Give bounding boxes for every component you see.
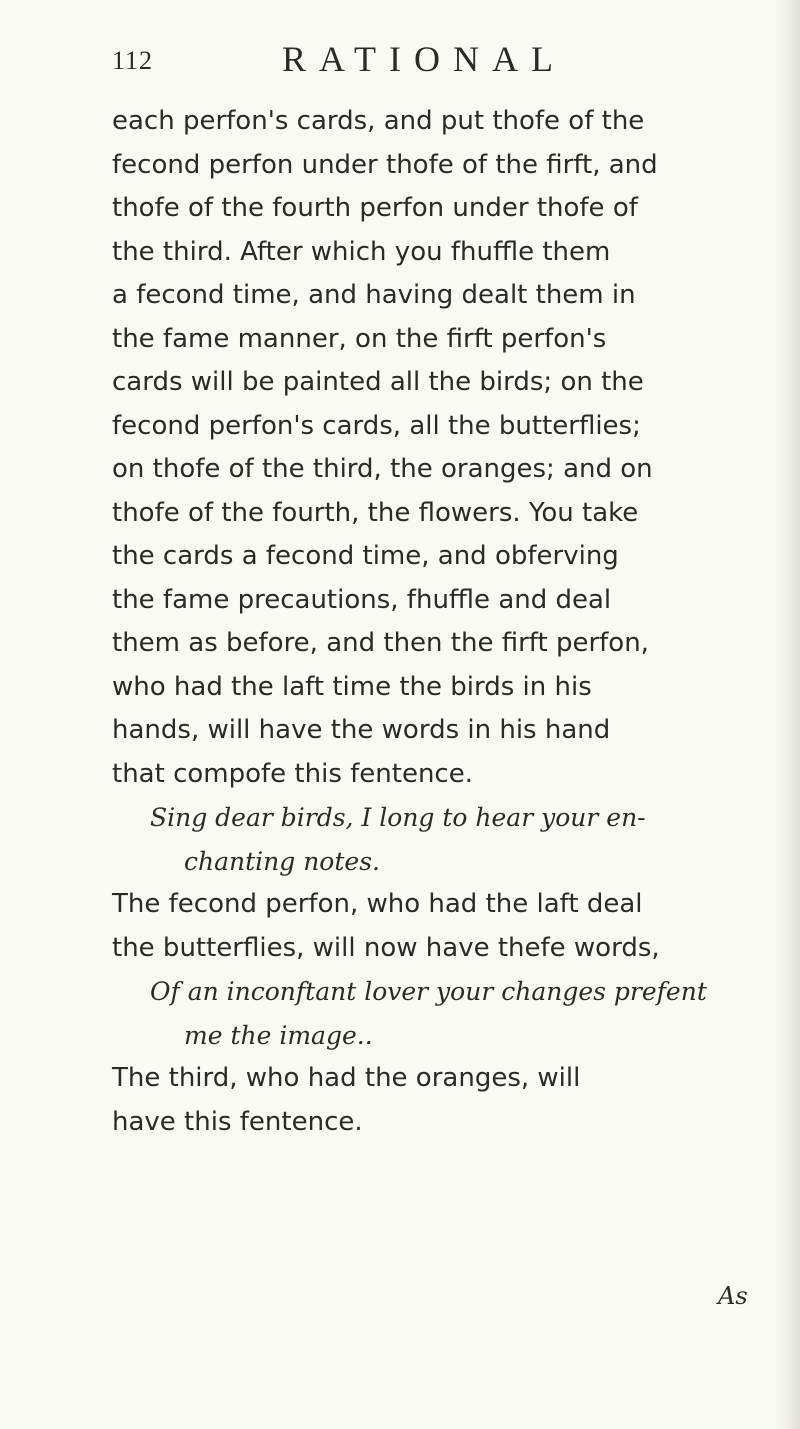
text-line: each perfon's cards, and put thofe of the	[112, 106, 645, 136]
page-header	[0, 38, 800, 78]
text-line: fecond perfon under thofe of the firft, and	[112, 149, 658, 180]
text-line: who had the laft time the birds in his	[112, 671, 592, 702]
body-text	[112, 100, 772, 1144]
quoted-sentence-line: chanting notes.	[184, 846, 380, 876]
text-line: the third. After which you fhuffle them	[112, 236, 611, 267]
text-line: hands, will have the words in his hand	[112, 715, 611, 745]
text-line: them as before, and then the firft perfon,	[112, 628, 649, 658]
page-number: 112	[112, 46, 154, 75]
text-line: cards will be painted all the birds; on the	[112, 367, 644, 397]
text-line: The fecond perfon, who had the laft deal	[112, 889, 643, 919]
text-line: on thofe of the third, the oranges; and on	[112, 454, 653, 484]
quoted-sentence-line: Of an inconftant lover your changes prefent	[150, 977, 707, 1006]
text-line: the butterflies, will now have thefe words,	[112, 932, 660, 963]
page-edge-shadow	[774, 0, 800, 1429]
running-head: RATIONAL	[282, 39, 566, 79]
text-line: the fame precautions, fhuffle and deal	[112, 584, 612, 615]
text-line: fecond perfon's cards, all the butterflies;	[112, 410, 641, 441]
text-line: The third, who had the oranges, will	[112, 1063, 581, 1093]
text-line: a fecond time, and having dealt them in	[112, 280, 636, 310]
text-line: the cards a fecond time, and obferving	[112, 541, 619, 571]
catchword: As	[718, 1282, 748, 1310]
quoted-sentence-line: Sing dear birds, I long to hear your en-	[150, 803, 646, 832]
text-line: thofe of the fourth, the flowers. You take	[112, 497, 639, 528]
quoted-sentence-line: me the image..	[184, 1020, 373, 1050]
text-line: have this fentence.	[112, 1106, 363, 1137]
text-line: thofe of the fourth perfon under thofe of	[112, 193, 638, 223]
text-line: the fame manner, on the firft perfon's	[112, 323, 607, 354]
text-line: that compofe this fentence.	[112, 758, 473, 789]
